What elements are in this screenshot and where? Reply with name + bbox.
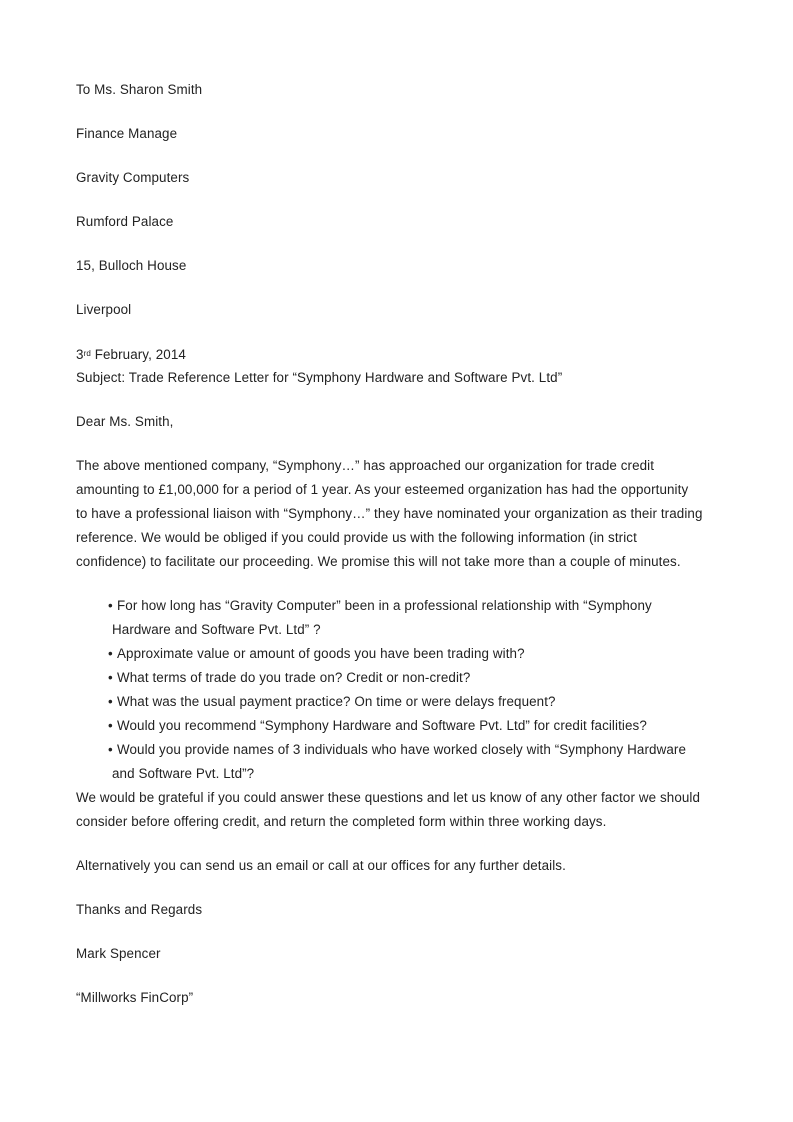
intro-line: to have a professional liaison with “Symphony…” they have nominated your organization as their trading bbox=[76, 506, 703, 521]
question-item bbox=[108, 594, 732, 642]
bullet-icon: • bbox=[108, 694, 113, 709]
question-text: What terms of trade do you trade on? Credit or non-credit? bbox=[117, 670, 471, 685]
question-item bbox=[108, 738, 732, 786]
signoff: Thanks and Regards bbox=[76, 902, 203, 917]
alternative-contact-text: Alternatively you can send us an email or call at our offices for any further details. bbox=[76, 858, 566, 873]
question-text: Would you provide names of 3 individuals who have worked closely with “Symphony Hardware bbox=[117, 742, 687, 757]
date-rest: February, 2014 bbox=[90, 347, 186, 362]
bullet-icon: • bbox=[108, 718, 113, 733]
date-suffix: rd bbox=[83, 349, 91, 358]
bullet-icon: • bbox=[108, 742, 113, 757]
letter-date bbox=[76, 345, 186, 364]
closing-line: consider before offering credit, and return the completed form within three working days. bbox=[76, 814, 607, 829]
closing-line: We would be grateful if you could answer these questions and let us know of any other factor we should bbox=[76, 790, 701, 805]
salutation: Dear Ms. Smith, bbox=[76, 414, 174, 429]
bullet-icon: • bbox=[108, 670, 113, 685]
recipient-company: Gravity Computers bbox=[76, 170, 190, 185]
intro-line: The above mentioned company, “Symphony…” has approached our organization for trade credit bbox=[76, 458, 655, 473]
question-item bbox=[108, 714, 732, 738]
bullet-icon: • bbox=[108, 646, 113, 661]
subject-line: Subject: Trade Reference Letter for “Symphony Hardware and Software Pvt. Ltd” bbox=[76, 370, 563, 385]
date-day: 3 bbox=[76, 347, 84, 362]
recipient-city: Liverpool bbox=[76, 302, 132, 317]
recipient-address-line-1: Rumford Palace bbox=[76, 214, 174, 229]
intro-line: reference. We would be obliged if you could provide us with the following information (in strict bbox=[76, 530, 637, 545]
bullet-icon: • bbox=[108, 598, 113, 613]
question-text: Approximate value or amount of goods you have been trading with? bbox=[117, 646, 525, 661]
question-continuation: Hardware and Software Pvt. Ltd” ? bbox=[112, 622, 321, 637]
question-item bbox=[108, 666, 732, 690]
question-item bbox=[108, 642, 732, 666]
question-text: For how long has “Gravity Computer” been in a professional relationship with “Symphony bbox=[117, 598, 652, 613]
sender-company: “Millworks FinCorp” bbox=[76, 990, 194, 1005]
recipient-address-line-2: 15, Bulloch House bbox=[76, 258, 187, 273]
question-text: Would you recommend “Symphony Hardware and Software Pvt. Ltd” for credit facilities? bbox=[117, 718, 647, 733]
intro-line: amounting to £1,00,000 for a period of 1 year. As your esteemed organization has had the opportunity bbox=[76, 482, 689, 497]
intro-line: confidence) to facilitate our proceeding. We promise this will not take more than a couple of minutes. bbox=[76, 554, 681, 569]
question-continuation: and Software Pvt. Ltd”? bbox=[112, 766, 255, 781]
question-text: What was the usual payment practice? On time or were delays frequent? bbox=[117, 694, 556, 709]
intro-paragraph bbox=[76, 454, 726, 574]
recipient-title: Finance Manage bbox=[76, 126, 178, 141]
closing-paragraph bbox=[76, 786, 726, 834]
question-list bbox=[108, 594, 732, 786]
sender-name: Mark Spencer bbox=[76, 946, 161, 961]
question-item bbox=[108, 690, 732, 714]
recipient-name: To Ms. Sharon Smith bbox=[76, 82, 203, 97]
